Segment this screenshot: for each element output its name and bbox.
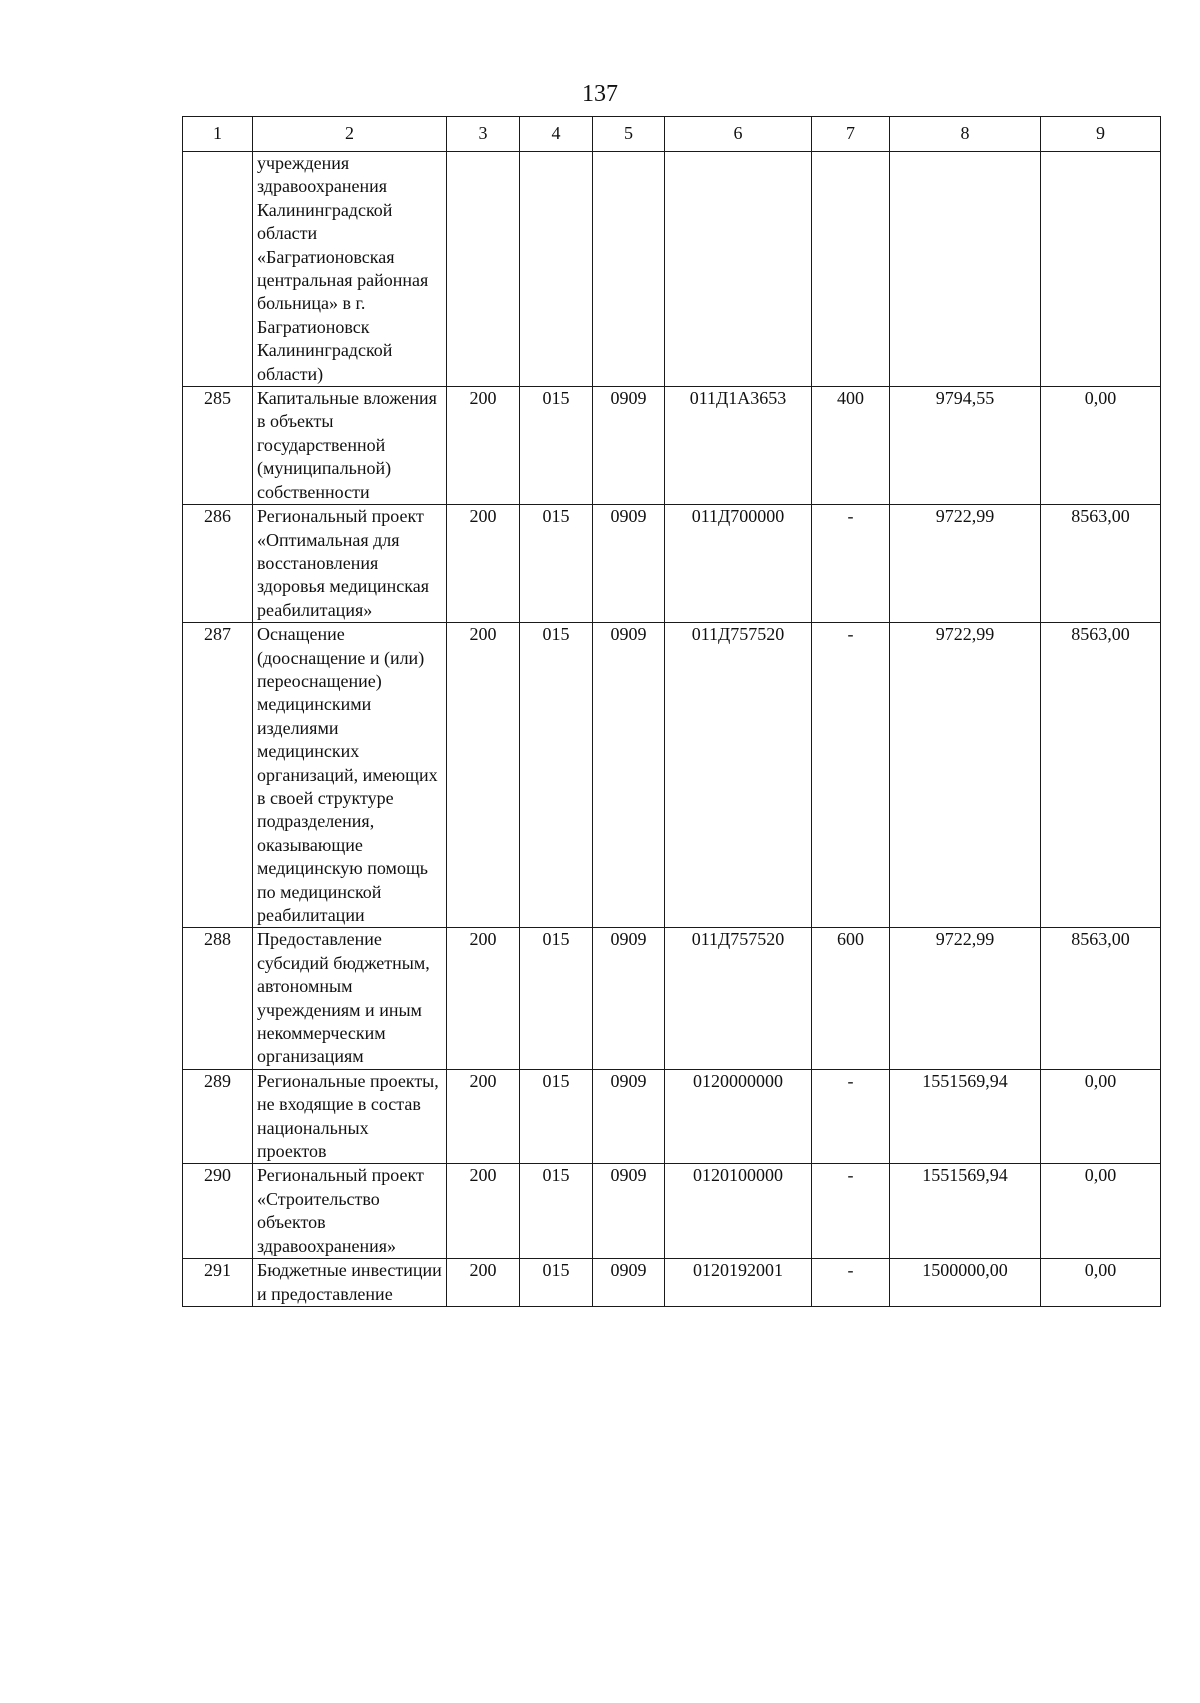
cell-col9: 0,00 (1041, 1164, 1161, 1259)
cell-col9 (1041, 152, 1161, 387)
cell-col8: 9722,99 (890, 928, 1041, 1069)
cell-col9: 0,00 (1041, 387, 1161, 505)
row-number: 290 (183, 1164, 253, 1259)
cell-col4: 015 (520, 623, 593, 928)
row-name: Предоставление субсидий бюджетным, автономным учреждениям и иным некоммерческим организациям (253, 928, 447, 1069)
col-header-9: 9 (1041, 117, 1161, 152)
row-number: 285 (183, 387, 253, 505)
cell-col6 (665, 152, 812, 387)
table-row (183, 152, 1161, 387)
col-header-4: 4 (520, 117, 593, 152)
row-name: Региональный проект «Строительство объектов здравоохранения» (253, 1164, 447, 1259)
cell-col3: 200 (447, 1164, 520, 1259)
cell-col7: - (812, 1069, 890, 1164)
cell-col5: 0909 (593, 1259, 665, 1307)
cell-col8: 1500000,00 (890, 1259, 1041, 1307)
header-row (183, 117, 1161, 152)
cell-col3: 200 (447, 387, 520, 505)
row-name: Региональный проект «Оптимальная для восстановления здоровья медицинская реабилитация» (253, 505, 447, 623)
cell-col3: 200 (447, 623, 520, 928)
cell-col9: 8563,00 (1041, 928, 1161, 1069)
cell-col6: 011Д1А3653 (665, 387, 812, 505)
row-name: учреждения здравоохранения Калининградской области «Багратионовская центральная районная больница» в г. Багратионовск Калининградской области) (253, 152, 447, 387)
row-number: 286 (183, 505, 253, 623)
cell-col4: 015 (520, 387, 593, 505)
cell-col5 (593, 152, 665, 387)
cell-col8: 9794,55 (890, 387, 1041, 505)
table-row (183, 623, 1161, 928)
table-row (183, 1069, 1161, 1164)
table-row (183, 1259, 1161, 1307)
row-name: Бюджетные инвестиции и предоставление (253, 1259, 447, 1307)
cell-col3: 200 (447, 505, 520, 623)
row-name: Капитальные вложения в объекты государственной (муниципальной) собственности (253, 387, 447, 505)
cell-col4: 015 (520, 1164, 593, 1259)
row-number: 289 (183, 1069, 253, 1164)
cell-col3 (447, 152, 520, 387)
cell-col5: 0909 (593, 928, 665, 1069)
table-row (183, 928, 1161, 1069)
cell-col5: 0909 (593, 387, 665, 505)
cell-col8: 1551569,94 (890, 1069, 1041, 1164)
cell-col3: 200 (447, 1069, 520, 1164)
table-row (183, 387, 1161, 505)
budget-table (182, 116, 1161, 1307)
row-name: Оснащение (дооснащение и (или) переоснащение) медицинскими изделиями медицинских организаций, имеющих в своей структуре подразделения, оказывающие медицинскую помощь по медицинской реабилитации (253, 623, 447, 928)
cell-col6: 0120192001 (665, 1259, 812, 1307)
cell-col9: 0,00 (1041, 1259, 1161, 1307)
cell-col7: - (812, 1259, 890, 1307)
col-header-8: 8 (890, 117, 1041, 152)
cell-col3: 200 (447, 928, 520, 1069)
cell-col5: 0909 (593, 623, 665, 928)
cell-col9: 8563,00 (1041, 623, 1161, 928)
row-number (183, 152, 253, 387)
cell-col4: 015 (520, 1259, 593, 1307)
cell-col7 (812, 152, 890, 387)
row-number: 287 (183, 623, 253, 928)
cell-col6: 011Д757520 (665, 928, 812, 1069)
page-number: 137 (582, 81, 618, 107)
cell-col7: - (812, 505, 890, 623)
cell-col9: 8563,00 (1041, 505, 1161, 623)
cell-col6: 011Д700000 (665, 505, 812, 623)
cell-col6: 0120100000 (665, 1164, 812, 1259)
cell-col9: 0,00 (1041, 1069, 1161, 1164)
cell-col4: 015 (520, 505, 593, 623)
cell-col6: 011Д757520 (665, 623, 812, 928)
cell-col4 (520, 152, 593, 387)
col-header-7: 7 (812, 117, 890, 152)
table-row (183, 1164, 1161, 1259)
cell-col5: 0909 (593, 1164, 665, 1259)
col-header-2: 2 (253, 117, 447, 152)
col-header-6: 6 (665, 117, 812, 152)
cell-col7: 600 (812, 928, 890, 1069)
row-number: 288 (183, 928, 253, 1069)
col-header-5: 5 (593, 117, 665, 152)
cell-col6: 0120000000 (665, 1069, 812, 1164)
cell-col5: 0909 (593, 1069, 665, 1164)
cell-col4: 015 (520, 928, 593, 1069)
table-row (183, 505, 1161, 623)
col-header-3: 3 (447, 117, 520, 152)
row-number: 291 (183, 1259, 253, 1307)
row-name: Региональные проекты, не входящие в состав национальных проектов (253, 1069, 447, 1164)
cell-col8 (890, 152, 1041, 387)
cell-col8: 9722,99 (890, 505, 1041, 623)
cell-col7: - (812, 1164, 890, 1259)
cell-col4: 015 (520, 1069, 593, 1164)
cell-col5: 0909 (593, 505, 665, 623)
cell-col8: 1551569,94 (890, 1164, 1041, 1259)
cell-col7: - (812, 623, 890, 928)
col-header-1: 1 (183, 117, 253, 152)
cell-col8: 9722,99 (890, 623, 1041, 928)
cell-col7: 400 (812, 387, 890, 505)
cell-col3: 200 (447, 1259, 520, 1307)
